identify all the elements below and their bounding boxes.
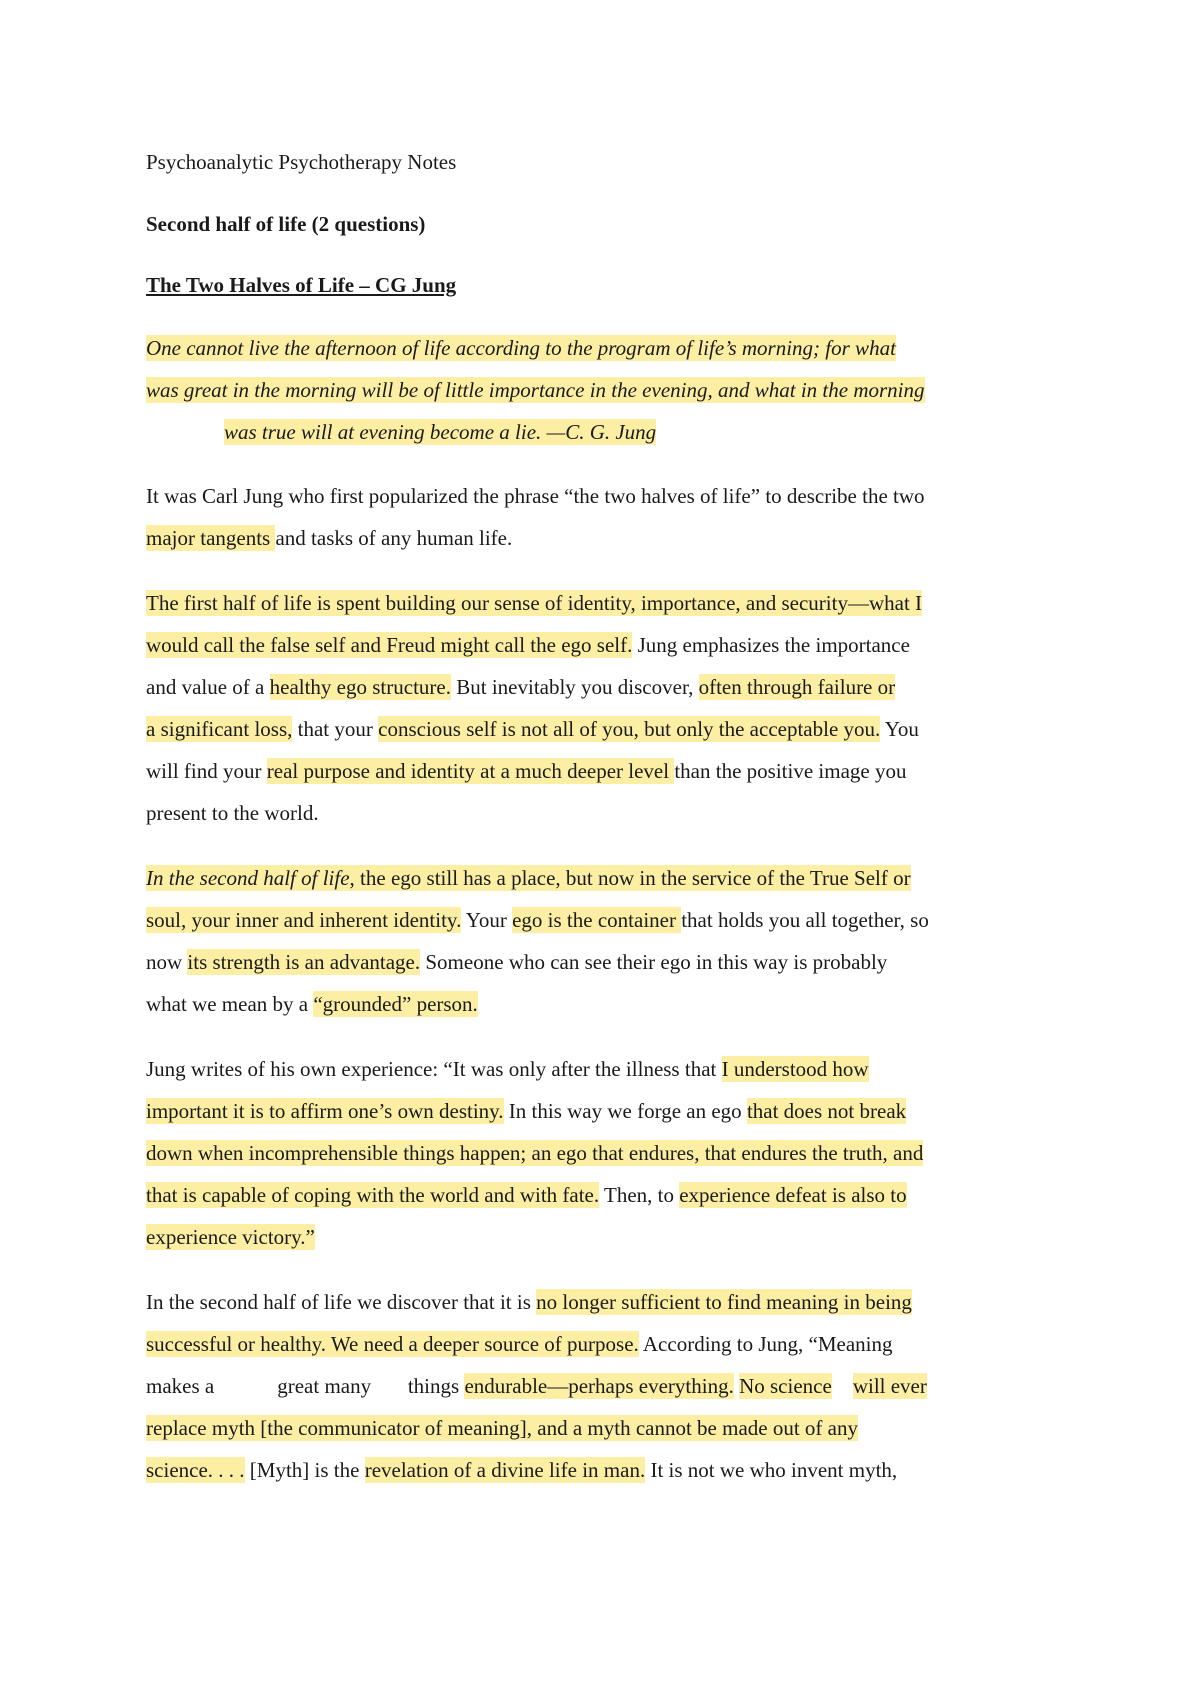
paragraph-line: replace myth [the communicator of meaning], and a myth cannot be made out of any (146, 1416, 859, 1440)
document-title: Psychoanalytic Psychotherapy Notes (146, 150, 457, 174)
paragraph-line: experience victory.” (146, 1225, 315, 1249)
paragraph-line: In the second half of life, the ego still has a place, but now in the service of the True Self or (146, 866, 911, 890)
paragraph-line: a significant loss, that your conscious self is not all of you, but only the acceptable you. You (146, 717, 919, 741)
paragraph-line: successful or healthy. We need a deeper source of purpose. According to Jung, “Meaning (146, 1332, 893, 1356)
section-title: Second half of life (2 questions) (146, 212, 426, 236)
paragraph-line: In the second half of life we discover that it is no longer sufficient to find meaning in being (146, 1290, 912, 1314)
paragraph-line: and value of a healthy ego structure. But inevitably you discover, often through failure or (146, 675, 896, 699)
paragraph-line: would call the false self and Freud might call the ego self. Jung emphasizes the importance (146, 633, 910, 657)
paragraph-line: Jung writes of his own experience: “It was only after the illness that I understood how (146, 1057, 869, 1081)
paragraph-line: will find your real purpose and identity at a much deeper level than the positive image you (146, 759, 907, 783)
paragraph-line: now its strength is an advantage. Someone who can see their ego in this way is probably (146, 950, 888, 974)
paragraph-line: science. . . . [Myth] is the revelation of a divine life in man. It is not we who invent myth, (146, 1458, 898, 1482)
paragraph-line: The first half of life is spent building our sense of identity, importance, and security—what I (146, 591, 923, 615)
quote-line: was great in the morning will be of little importance in the evening, and what in the morning (146, 378, 925, 402)
paragraph-line: down when incomprehensible things happen; an ego that endures, that endures the truth, and (146, 1141, 924, 1165)
paragraph-line: soul, your inner and inherent identity. Your ego is the container that holds you all together, so (146, 908, 929, 932)
paragraph-line: important it is to affirm one’s own destiny. In this way we forge an ego that does not break (146, 1099, 907, 1123)
paragraph-line: present to the world. (146, 801, 319, 825)
paragraph-line: It was Carl Jung who first popularized the phrase “the two halves of life” to describe the two (146, 484, 925, 508)
paragraph-line: that is capable of coping with the world and with fate. Then, to experience defeat is also to (146, 1183, 907, 1207)
quote-line: One cannot live the afternoon of life according to the program of life’s morning; for what (146, 336, 896, 360)
paragraph-line: major tangents and tasks of any human life. (146, 526, 513, 550)
heading: The Two Halves of Life – CG Jung (146, 273, 457, 297)
paragraph-line: what we mean by a “grounded” person. (146, 992, 478, 1016)
quote-line: was true will at evening become a lie. —C. G. Jung (224, 420, 657, 444)
paragraph-line: makes a great many things endurable—perhaps everything. No science will ever (146, 1374, 927, 1398)
